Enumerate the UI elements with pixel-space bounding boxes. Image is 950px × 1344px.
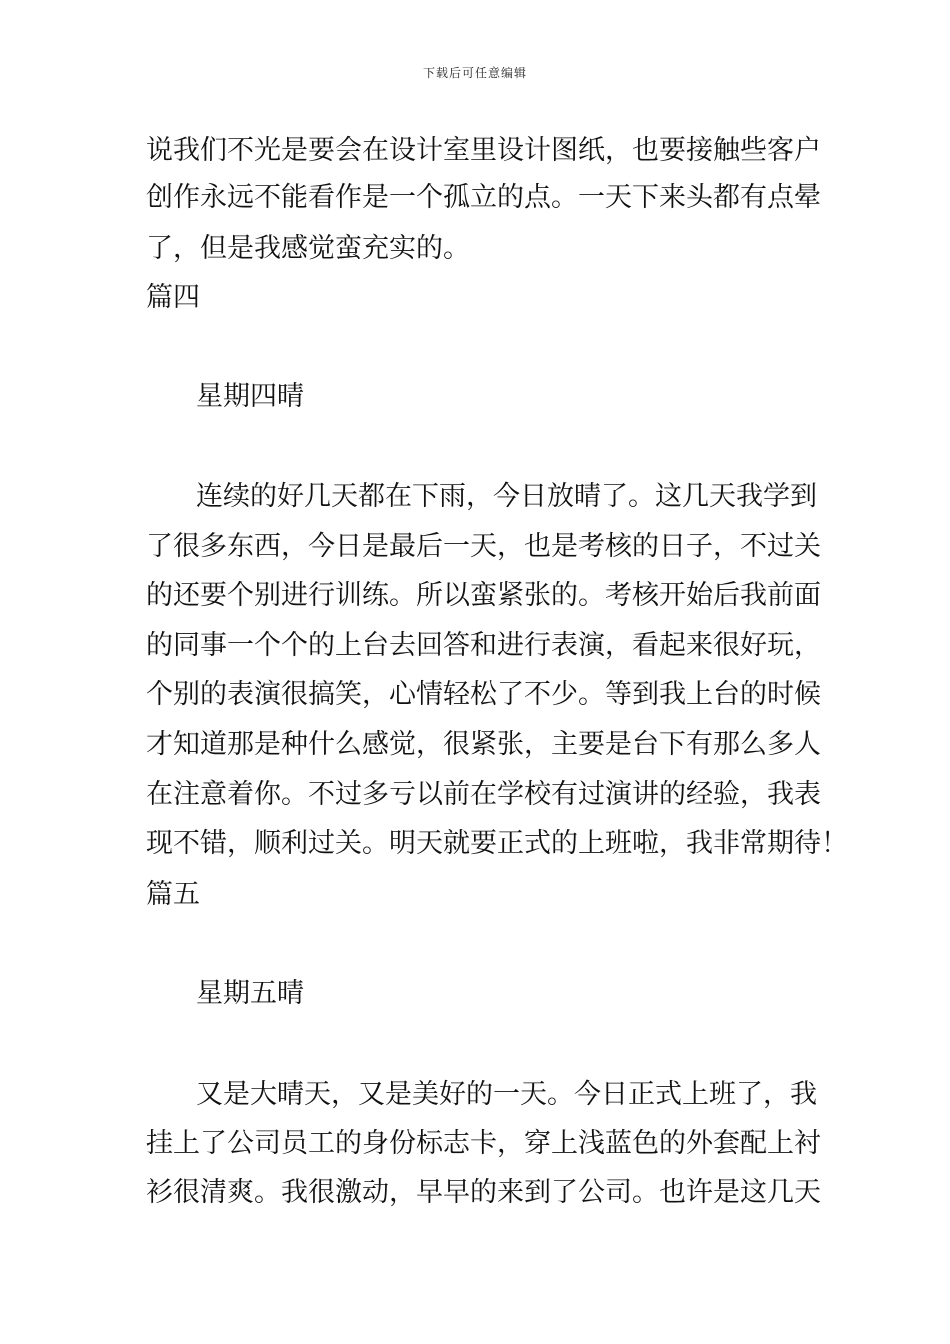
- section-heading: 篇四: [146, 282, 200, 313]
- paragraph-line: 的同事一个个的上台去回答和进行表演，看起来很好玩，: [146, 630, 821, 661]
- paragraph-line: 了很多东西，今日是最后一天，也是考核的日子，不过关: [146, 531, 821, 562]
- paragraph-line: 现不错，顺利过关。明天就要正式的上班啦，我非常期待！: [146, 828, 848, 859]
- diary-date-heading: 星期五晴: [196, 978, 304, 1009]
- paragraph-line: 的还要个别进行训练。所以蛮紧张的。考核开始后我前面: [146, 580, 821, 611]
- paragraph-line: 了，但是我感觉蛮充实的。: [146, 233, 470, 264]
- paragraph-line: 个别的表演很搞笑，心情轻松了不少。等到我上台的时候: [146, 679, 821, 710]
- paragraph-line: 衫很清爽。我很激动，早早的来到了公司。也许是这几天: [146, 1177, 821, 1208]
- paragraph-line: 创作永远不能看作是一个孤立的点。一天下来头都有点晕: [146, 182, 821, 213]
- paragraph-line: 连续的好几天都在下雨，今日放晴了。这几天我学到: [196, 481, 817, 512]
- page-header: 下载后可任意编辑: [422, 66, 527, 80]
- paragraph-line: 又是大晴天，又是美好的一天。今日正式上班了，我: [196, 1079, 817, 1110]
- diary-date-heading: 星期四晴: [196, 381, 304, 412]
- paragraph-line: 说我们不光是要会在设计室里设计图纸，也要接触些客户: [146, 135, 821, 166]
- paragraph-line: 在注意着你。不过多亏以前在学校有过演讲的经验，我表: [146, 779, 821, 810]
- section-heading: 篇五: [146, 879, 200, 910]
- paragraph-line: 挂上了公司员工的身份标志卡，穿上浅蓝色的外套配上衬: [146, 1128, 821, 1159]
- paragraph-line: 才知道那是种什么感觉，很紧张，主要是台下有那么多人: [146, 729, 821, 760]
